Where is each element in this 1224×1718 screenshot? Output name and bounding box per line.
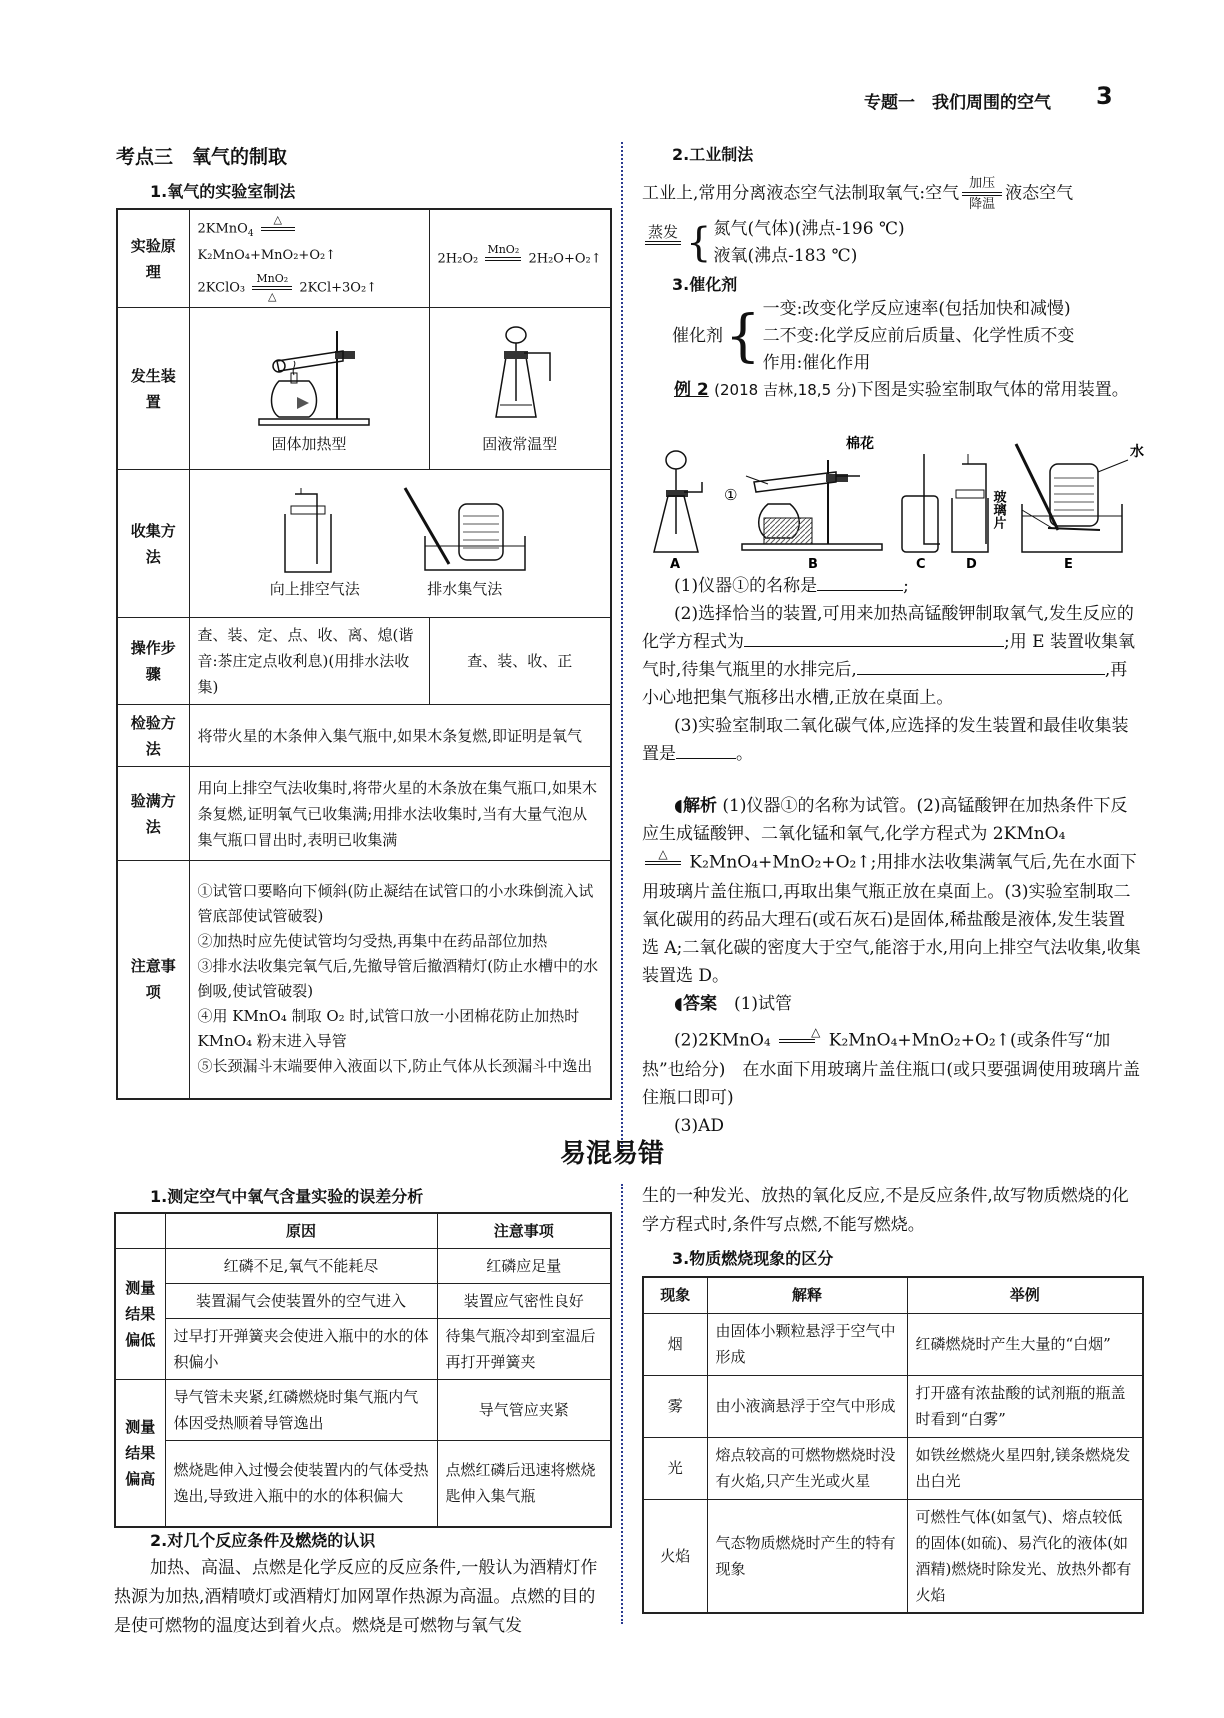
catalyst-item: 一变:改变化学反应速率(包括加快和减慢): [762, 299, 1071, 319]
catalyst-block: 催化剂 { 一变:改变化学反应速率(包括加快和减慢) 二不变:化学反应前后质量、化学性质不变 作用:催化作用: [672, 296, 1142, 377]
column-divider: [621, 142, 623, 1148]
analysis-icon: ◖: [674, 796, 683, 816]
test-text: 将带火星的木条伸入集气瓶中,如果木条复燃,即证明是氧气: [189, 705, 611, 767]
industry-evaporation: 蒸发 { 氮气(气体)(沸点-196 ℃) 液氧(沸点-183 ℃): [642, 216, 1142, 270]
table-row: 测量结果偏高 导气管未夹紧,红磷燃烧时集气瓶内气体因受热顺着导管逸出 导气管应夹紧: [115, 1380, 611, 1441]
label-C: C: [916, 557, 926, 568]
table-row: 光 熔点较高的可燃物燃烧时没有火焰,只产生光或火星 如铁丝燃烧火星四射,镁条燃烧发出白光: [643, 1437, 1143, 1499]
lab-method-table: [116, 208, 612, 1100]
industry-title: 2.工业制法: [672, 145, 754, 164]
error-analysis-table: [114, 1212, 612, 1528]
solid-liquid-diagram: [460, 321, 580, 431]
upward-air-method: [265, 486, 365, 602]
header-topic: 专题一 我们周围的空气: [864, 93, 1051, 113]
answer-icon: ◖: [674, 994, 683, 1014]
confusion-title: 易混易错: [559, 1139, 664, 1169]
apparatus-D: [952, 454, 988, 552]
apparatus-B: [742, 460, 882, 550]
analysis-tag: 解析: [682, 796, 717, 816]
steps-right: 查、装、收、正: [429, 618, 611, 705]
steps-row: [117, 618, 611, 705]
n2-line: 氮气(气体)(沸点-196 ℃): [713, 219, 905, 239]
apparatus-A: [654, 451, 702, 552]
upward-air-diagram: [265, 486, 365, 576]
table-row: 过早打开弹簧夹会使进入瓶中的水的体积偏小 待集气瓶冷却到室温后再打开弹簧夹: [115, 1319, 611, 1380]
answer-blank[interactable]: [857, 674, 1035, 675]
answer-blank[interactable]: [1035, 674, 1105, 675]
table-row: 烟 由固体小颗粒悬浮于空气中形成 红磷燃烧时产生大量的“白烟”: [643, 1313, 1143, 1375]
principle-row: [117, 209, 611, 308]
high-result-label: 测量结果偏高: [115, 1380, 165, 1527]
example2-stem: 例 2 (2018 吉林,18,5 分)下图是实验室制取气体的常用装置。: [674, 380, 1129, 400]
question-3: (3)实验室制取二氧化碳气体,应选择的发生装置和最佳收集装置是 。: [642, 716, 1129, 764]
example2-apparatus-diagram: [650, 434, 1146, 568]
example2-analysis: ◖解析 (1)仪器①的名称为试管。(2)高锰酸钾在加热条件下反应生成锰酸钾、二氧化锰和氧气,化学方程式为 2KMnO₄ △ K₂MnO₄+MnO₂+O₂↑;用排水法收集满氧气后,先在水面下用玻璃片盖住瓶口,再取出集气瓶正放在桌面上。(3)实验室制取二氧化碳用的药品大理石(或石灰石)是固体,稀盐酸是液体,发生装置选 A;二氧化碳的密度大于空气,能溶于水,用向上排空气法收集,收集装置选 D。: [642, 796, 1141, 986]
steps-left: 查、装、定、点、收、离、熄(谐音:茶庄定点收利息)(用排水法收集): [189, 618, 429, 705]
page-number: 3: [1096, 82, 1113, 110]
water-method-caption: 排水集气法: [427, 579, 503, 598]
device-row: [117, 308, 611, 470]
water-collection-diagram: [395, 486, 535, 576]
table-row: 火焰 气态物质燃烧时产生的特有现象 可燃性气体(如氢气)、熔点较低的固体(如硫)、易汽化的液体(如酒精)燃烧时除发光、放热外都有火焰: [643, 1499, 1143, 1613]
solid-liquid-apparatus: [429, 308, 611, 470]
full-row: [117, 767, 611, 861]
answer-blank[interactable]: [744, 646, 1004, 647]
h2o2-equation: 2H₂O₂ MnO₂ 2H₂O+O₂↑: [429, 209, 611, 308]
upward-air-caption: 向上排空气法: [269, 579, 360, 598]
solid-liquid-caption: 固液常温型: [482, 434, 558, 453]
column-divider-lower: [621, 1184, 623, 1624]
example2-answer: ◖答案 (1)试管 (2)2KMnO₄ △ K₂MnO₄+MnO₂+O₂↑(或条件写“加热”也给分) 在水面下用玻璃片盖住瓶口(或只要强调使用玻璃片盖住瓶口即可) (3)AD: [642, 994, 1140, 1136]
low-result-label: 测量结果偏低: [115, 1249, 165, 1380]
apparatus-E: [1016, 444, 1128, 552]
steps-label: 操作步骤: [117, 618, 189, 705]
collect-row: [117, 470, 611, 618]
note-item: ⑤长颈漏斗末端要伸入液面以下,防止气体从长颈漏斗中逸出: [197, 1057, 593, 1076]
error-analysis-title: 1.测定空气中氧气含量实验的误差分析: [150, 1187, 424, 1206]
example2-questions: [642, 572, 1142, 768]
note-item: ③排水法收集完氧气后,先撤导管后撤酒精灯(防止水槽中的水倒吸,使试管破裂): [197, 957, 599, 1001]
label-D: D: [966, 557, 977, 568]
label-B: B: [808, 557, 818, 568]
kmno4-equation: 2KMnO$_4$ △ K₂MnO₄+MnO₂+O₂↑: [197, 213, 337, 264]
test-label: 检验方法: [117, 705, 189, 767]
answer-blank[interactable]: [676, 758, 736, 759]
note-item: ①试管口要略向下倾斜(防止凝结在试管口的小水珠倒流入试管底部使试管破裂): [197, 882, 594, 926]
lab-method-title: 1.氧气的实验室制法: [150, 182, 296, 201]
full-label: 验满方法: [117, 767, 189, 861]
solid-heating-caption: 固体加热型: [271, 434, 347, 453]
combustion-phenomena-table: [642, 1276, 1144, 1614]
combustion-phenomena-title: 3.物质燃烧现象的区分: [672, 1249, 834, 1268]
full-text: 用向上排空气法收集时,将带火星的木条放在集气瓶口,如果木条复燃,证明氧气已收集满;用排水法收集时,当有大量气泡从集气瓶口冒出时,表明已收集满: [189, 767, 611, 861]
kclo3-equation: 2KClO₃ MnO₂ △ 2KCl+3O₂↑: [197, 272, 378, 304]
table-row: 雾 由小液滴悬浮于空气中形成 打开盛有浓盐酸的试剂瓶的瓶盖时看到“白雾”: [643, 1375, 1143, 1437]
solid-heating-apparatus: [189, 308, 429, 470]
question-2: (2)选择恰当的装置,可用来加热高锰酸钾制取氧气,发生反应的化学方程式为 ;用 E 装置收集氧气时,待集气瓶里的水排完后, ,再小心地把集气瓶移出水槽,正放在桌面上。: [642, 604, 1135, 708]
water-label: 水: [1130, 444, 1144, 460]
label-A: A: [670, 557, 681, 568]
instrument-one-label: ①: [724, 486, 738, 504]
question-1: (1)仪器①的名称是 ;: [674, 576, 909, 596]
error-table-header: 原因 注意事项: [115, 1213, 611, 1249]
collection-apparatus: [189, 470, 611, 618]
catalyst-item: 作用:催化作用: [762, 353, 871, 373]
table-row: 装置漏气会使装置外的空气进入 装置应气密性良好: [115, 1284, 611, 1319]
solid-heating-diagram: [239, 321, 379, 431]
answer-blank[interactable]: [817, 590, 903, 591]
section-title: 考点三 氧气的制取: [116, 146, 288, 168]
page-header: [0, 0, 1224, 120]
apparatus-C: [902, 454, 940, 552]
glass-label: 玻璃片: [990, 490, 1006, 529]
catalyst-title: 3.催化剂: [672, 275, 738, 294]
table-row: 测量结果偏低 红磷不足,氧气不能耗尽 红磷应足量: [115, 1249, 611, 1284]
label-E: E: [1064, 557, 1073, 568]
table-row: 燃烧匙伸入过慢会使装置内的气体受热逸出,导致进入瓶中的水的体积偏大 点燃红磷后迅速将燃烧匙伸入集气瓶: [115, 1441, 611, 1527]
device-label: 发生装置: [117, 308, 189, 470]
notes-row: [117, 861, 611, 1099]
catalyst-item: 二不变:化学反应前后质量、化学性质不变: [762, 326, 1075, 346]
notes-label: 注意事项: [117, 861, 189, 1099]
answer-tag: 答案: [682, 994, 717, 1014]
principle-label: 实验原理: [117, 209, 189, 308]
o2-line: 液氧(沸点-183 ℃): [713, 246, 858, 266]
combustion-table-header: 现象 解释 举例: [643, 1277, 1143, 1313]
note-item: ④用 KMnO₄ 制取 O₂ 时,试管口放一小团棉花防止加热时 KMnO₄ 粉末进入导管: [197, 1007, 580, 1051]
reaction-conditions-text: 加热、高温、点燃是化学反应的反应条件,一般认为酒精灯作热源为加热,酒精喷灯或酒精灯加网罩作热源为高温。点燃的目的是使可燃物的温度达到着火点。燃烧是可燃物与氧气发: [114, 1558, 598, 1636]
principle-equations-left: [189, 209, 429, 308]
test-row: [117, 705, 611, 767]
reaction-conditions-title: 2.对几个反应条件及燃烧的认识: [150, 1531, 376, 1550]
collect-label: 收集方法: [117, 470, 189, 618]
water-method: [395, 486, 535, 602]
notes-list: [189, 861, 611, 1099]
note-item: ②加热时应先使试管均匀受热,再集中在药品部位加热: [197, 932, 548, 951]
industry-line: 工业上,常用分离液态空气法制取氧气:空气 加压 降温 液态空气: [642, 176, 1074, 212]
cotton-label: 棉花: [846, 436, 874, 452]
reaction-conditions-continued: 生的一种发光、放热的氧化反应,不是反应条件,故写物质燃烧的化学方程式时,条件写点燃,不能写燃烧。: [642, 1186, 1129, 1235]
